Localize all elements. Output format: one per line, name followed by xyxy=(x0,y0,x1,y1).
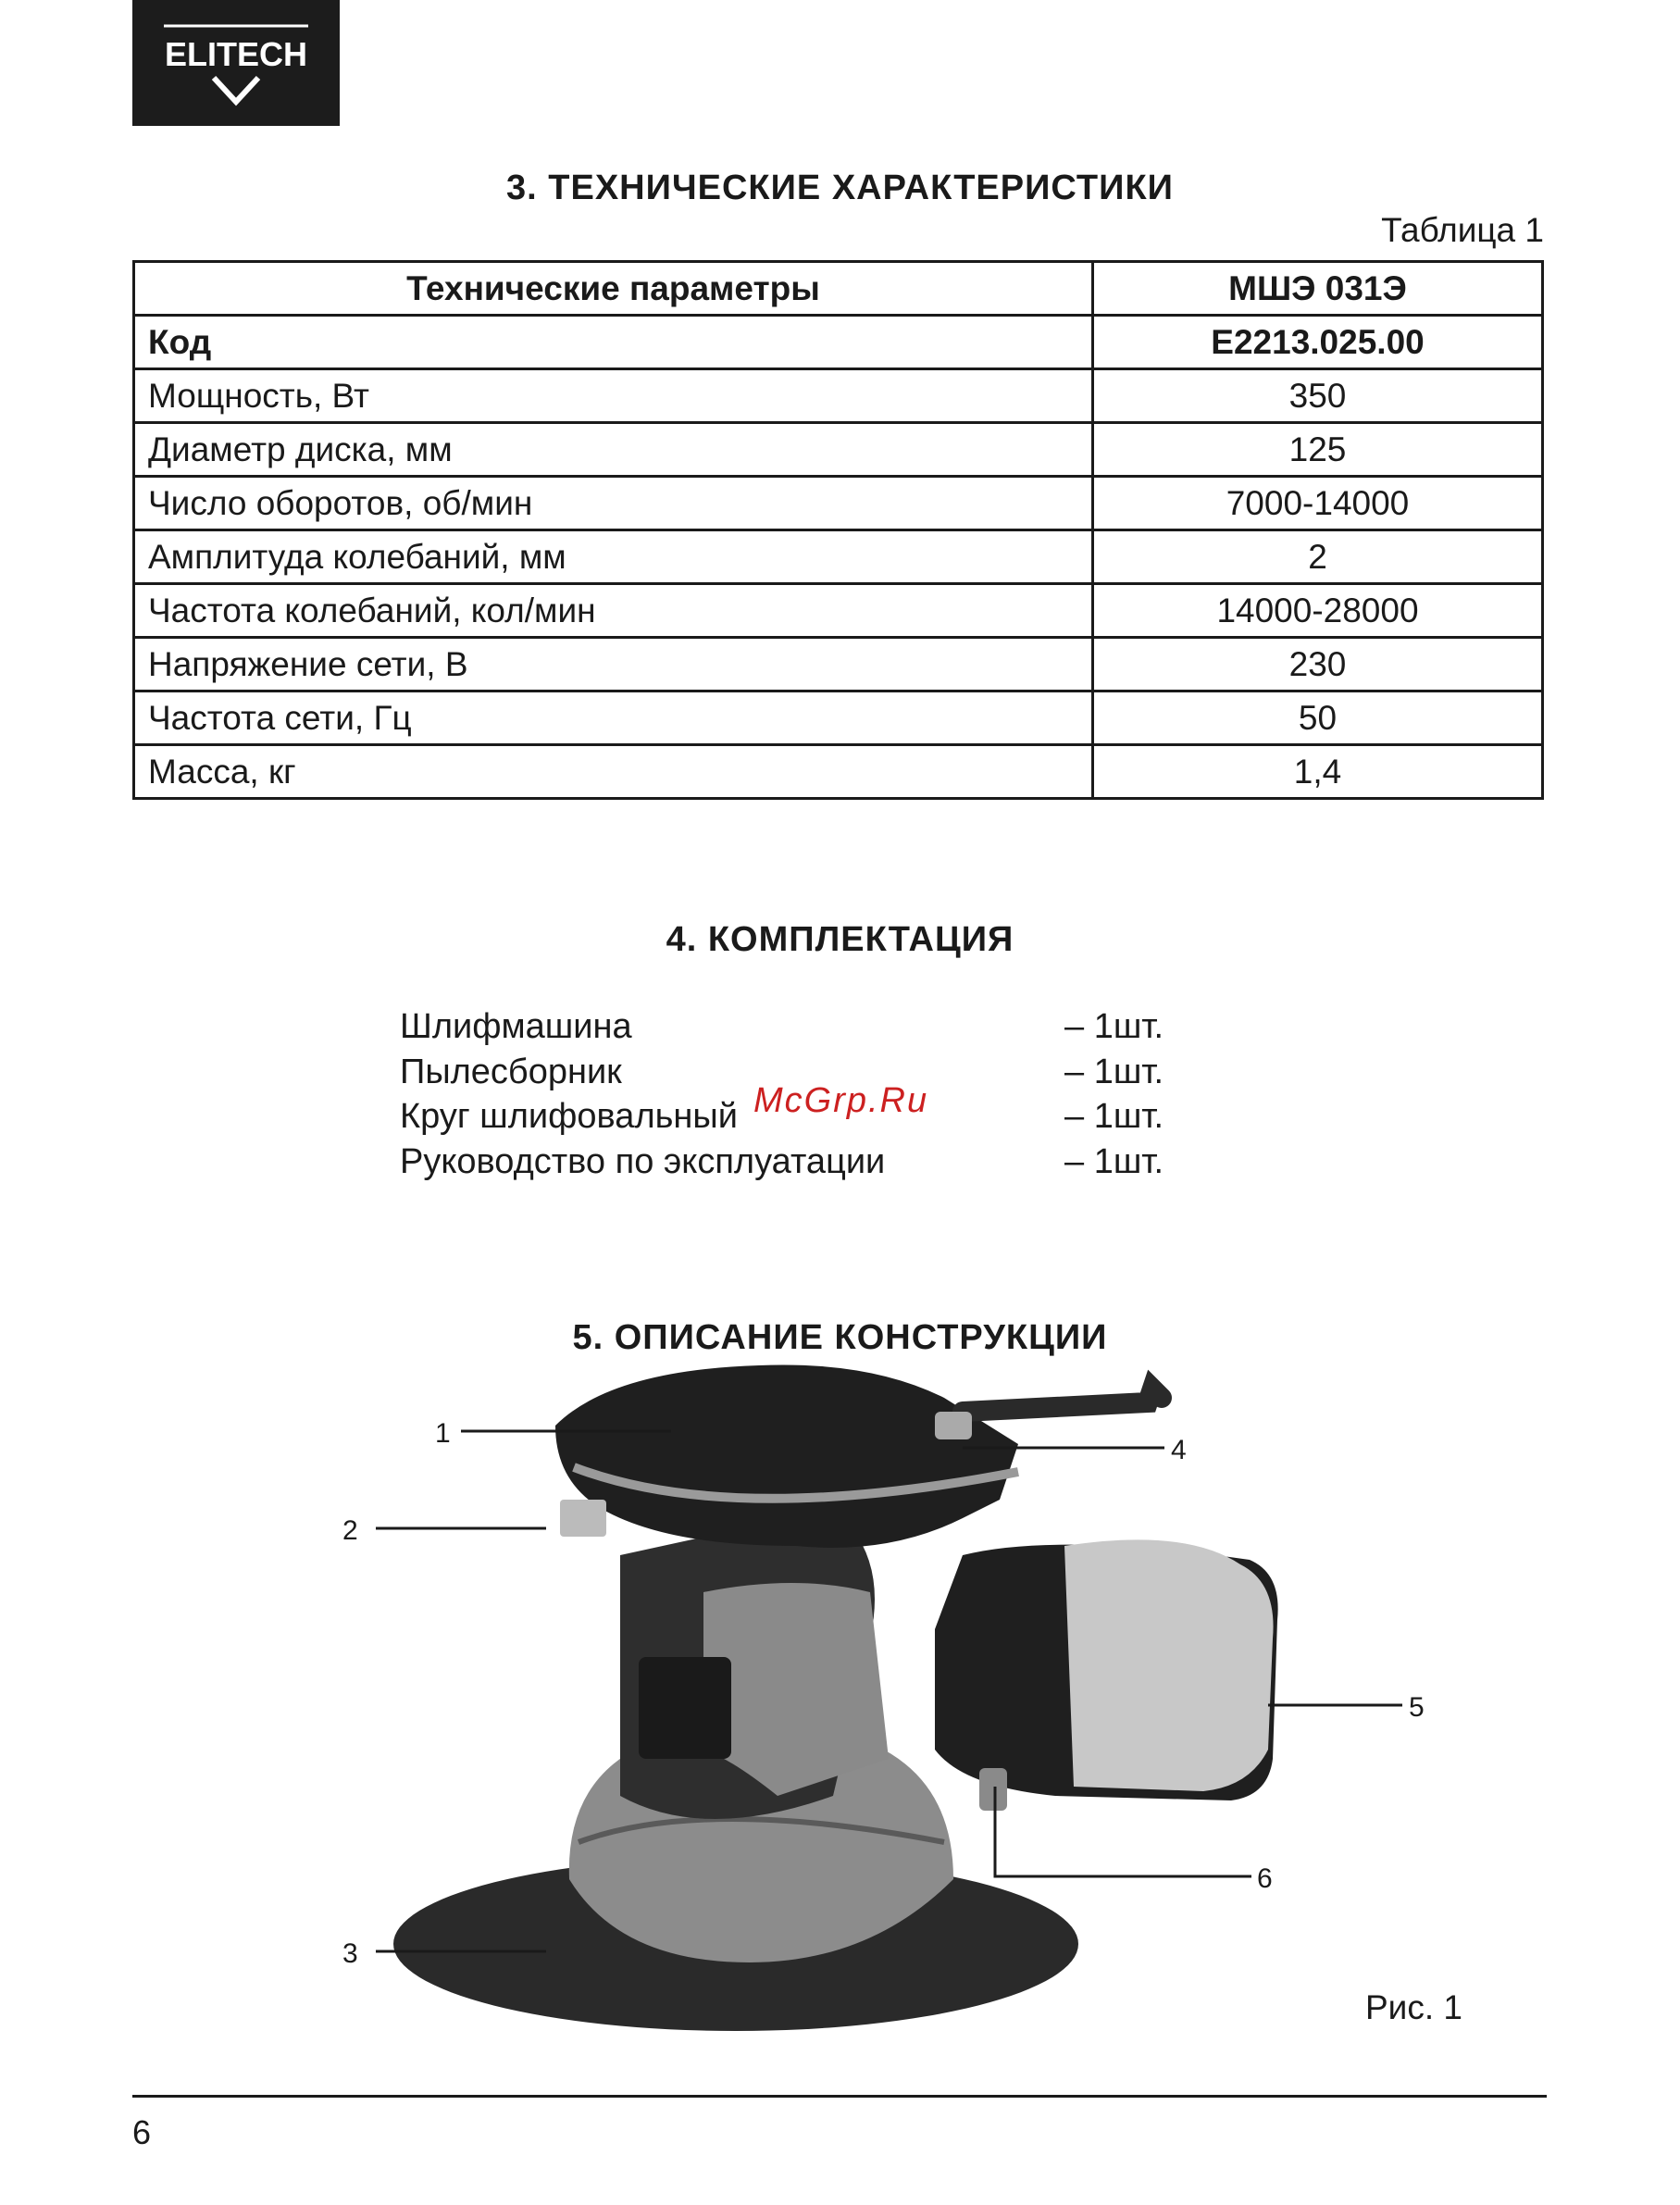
table-header-row xyxy=(134,262,1543,316)
callout-4: 4 xyxy=(1171,1435,1187,1465)
footer-divider xyxy=(132,2095,1547,2098)
callout-1: 1 xyxy=(435,1418,451,1449)
header-param: Технические параметры xyxy=(134,262,1093,316)
table-row xyxy=(134,423,1543,477)
param-cell: Напряжение сети, В xyxy=(134,638,1093,691)
param-cell: Частота сети, Гц xyxy=(134,691,1093,745)
param-cell: Мощность, Вт xyxy=(134,369,1093,423)
value-cell: 125 xyxy=(1093,423,1543,477)
dust-container-window xyxy=(1064,1539,1274,1791)
table-row xyxy=(134,638,1543,691)
param-cell: Масса, кг xyxy=(134,745,1093,799)
value-cell: 2 xyxy=(1093,530,1543,584)
value-cell: 14000-28000 xyxy=(1093,584,1543,638)
header-model: МШЭ 031Э xyxy=(1093,262,1543,316)
param-cell: Код xyxy=(134,316,1093,369)
param-cell: Число оборотов, об/мин xyxy=(134,477,1093,530)
top-housing xyxy=(555,1364,1018,1548)
page-number: 6 xyxy=(132,2113,152,2151)
kit-item-qty: – 1шт. xyxy=(1064,1007,1164,1046)
kit-item-name: Шлифмашина xyxy=(400,1007,632,1046)
speed-regulator xyxy=(560,1500,606,1537)
table-row xyxy=(134,745,1543,799)
value-cell: E2213.025.00 xyxy=(1093,316,1543,369)
value-cell: 50 xyxy=(1093,691,1543,745)
logo-text: ELITECH xyxy=(164,35,307,73)
callout-2: 2 xyxy=(342,1515,358,1546)
brand-logo xyxy=(132,0,340,126)
table-row xyxy=(134,530,1543,584)
spec-table xyxy=(132,260,1544,800)
value-cell: 350 xyxy=(1093,369,1543,423)
kit-item-qty: – 1шт. xyxy=(1064,1141,1164,1181)
kit-item-name: Руководство по эксплуатации xyxy=(400,1141,886,1181)
kit-item-qty: – 1шт. xyxy=(1064,1097,1164,1136)
figure-caption: Рис. 1 xyxy=(1365,1988,1462,2026)
table-row xyxy=(134,316,1543,369)
table-row xyxy=(134,477,1543,530)
table-row xyxy=(134,584,1543,638)
section-title-kit: 4. КОМПЛЕКТАЦИЯ xyxy=(666,920,1014,959)
callout-5: 5 xyxy=(1409,1692,1425,1723)
table-caption: Таблица 1 xyxy=(1381,211,1544,249)
watermark: McGrp.Ru xyxy=(753,1081,929,1120)
kit-item-name: Пылесборник xyxy=(400,1052,622,1091)
table-row xyxy=(134,369,1543,423)
dust-latch xyxy=(979,1768,1007,1811)
value-cell: 7000-14000 xyxy=(1093,477,1543,530)
param-cell: Амплитуда колебаний, мм xyxy=(134,530,1093,584)
list-item xyxy=(400,1004,1233,1050)
sander-diagram xyxy=(315,1361,1462,2064)
table-row xyxy=(134,691,1543,745)
value-cell: 230 xyxy=(1093,638,1543,691)
list-item xyxy=(400,1140,1233,1185)
param-cell: Частота колебаний, кол/мин xyxy=(134,584,1093,638)
kit-item-name: Круг шлифовальный xyxy=(400,1097,738,1136)
power-switch xyxy=(935,1412,972,1439)
value-cell: 1,4 xyxy=(1093,745,1543,799)
section-title-construction: 5. ОПИСАНИЕ КОНСТРУКЦИИ xyxy=(572,1318,1108,1357)
section-title-specs: 3. ТЕХНИЧЕСКИЕ ХАРАКТЕРИСТИКИ xyxy=(506,168,1174,207)
param-cell: Диаметр диска, мм xyxy=(134,423,1093,477)
callout-3: 3 xyxy=(342,1938,358,1969)
callout-6: 6 xyxy=(1257,1863,1273,1894)
kit-item-qty: – 1шт. xyxy=(1064,1052,1164,1091)
